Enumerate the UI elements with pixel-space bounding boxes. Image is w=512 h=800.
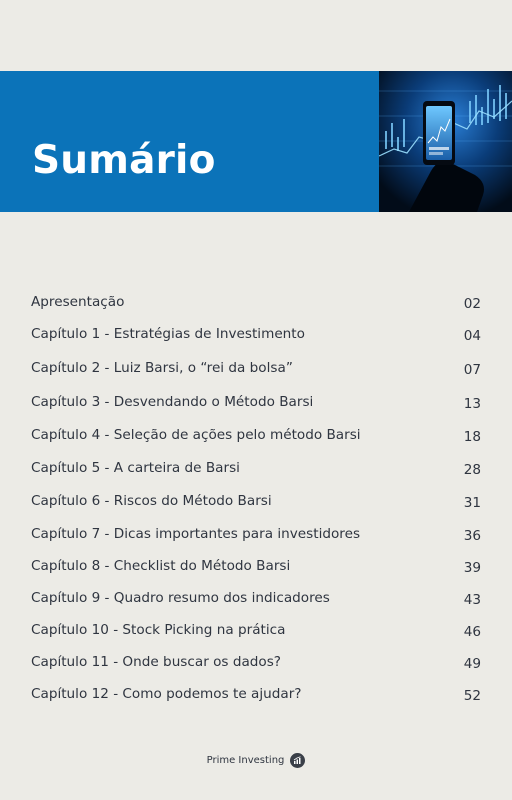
toc-entry[interactable] bbox=[31, 652, 481, 672]
footer bbox=[0, 753, 512, 768]
chart-logo-icon bbox=[290, 753, 305, 768]
toc-entry-title: Capítulo 6 - Riscos do Método Barsi bbox=[31, 493, 272, 509]
toc-entry-page: 39 bbox=[463, 560, 481, 576]
toc-entry-page: 02 bbox=[463, 296, 481, 312]
toc-entry[interactable] bbox=[31, 392, 481, 412]
toc-entry-page: 18 bbox=[463, 429, 481, 445]
toc-entry[interactable] bbox=[31, 292, 481, 312]
toc-entry[interactable] bbox=[31, 425, 481, 445]
toc-entry-title: Capítulo 4 - Seleção de ações pelo método Barsi bbox=[31, 427, 361, 443]
toc-entry[interactable] bbox=[31, 524, 481, 544]
toc-entry-title: Capítulo 8 - Checklist do Método Barsi bbox=[31, 558, 291, 574]
toc-entry-title: Apresentação bbox=[31, 294, 125, 310]
toc-entry-page: 31 bbox=[463, 495, 481, 511]
toc-entry-title: Capítulo 11 - Onde buscar os dados? bbox=[31, 654, 282, 670]
toc-entry[interactable] bbox=[31, 620, 481, 640]
page-title: Sumário bbox=[32, 138, 216, 183]
toc-entry[interactable] bbox=[31, 458, 481, 478]
toc-entry-title: Capítulo 7 - Dicas importantes para investidores bbox=[31, 526, 361, 542]
toc-entry[interactable] bbox=[31, 358, 481, 378]
footer-brand: Prime Investing bbox=[206, 755, 285, 766]
toc-entry-page: 04 bbox=[463, 328, 481, 344]
toc-entry[interactable] bbox=[31, 556, 481, 576]
toc-entry-title: Capítulo 5 - A carteira de Barsi bbox=[31, 460, 240, 476]
toc-entry-page: 13 bbox=[463, 396, 481, 412]
toc-entry-page: 46 bbox=[463, 624, 481, 640]
toc-entry[interactable] bbox=[31, 324, 481, 344]
toc-entry-title: Capítulo 12 - Como podemos te ajudar? bbox=[31, 686, 302, 702]
toc-entry-page: 07 bbox=[463, 362, 481, 378]
toc-entry-title: Capítulo 10 - Stock Picking na prática bbox=[31, 622, 286, 638]
toc-entry-page: 28 bbox=[463, 462, 481, 478]
toc-entry-title: Capítulo 3 - Desvendando o Método Barsi bbox=[31, 394, 314, 410]
toc-entry-page: 52 bbox=[463, 688, 481, 704]
toc-entry-page: 49 bbox=[463, 656, 481, 672]
toc-entry-title: Capítulo 2 - Luiz Barsi, o “rei da bolsa” bbox=[31, 360, 293, 376]
toc-entry-page: 43 bbox=[463, 592, 481, 608]
toc-entry-title: Capítulo 1 - Estratégias de Investimento bbox=[31, 326, 305, 342]
toc-entry-title: Capítulo 9 - Quadro resumo dos indicadores bbox=[31, 590, 330, 606]
toc-entry-page: 36 bbox=[463, 528, 481, 544]
toc-entry[interactable] bbox=[31, 684, 481, 704]
toc-entry[interactable] bbox=[31, 491, 481, 511]
toc-entry[interactable] bbox=[31, 588, 481, 608]
